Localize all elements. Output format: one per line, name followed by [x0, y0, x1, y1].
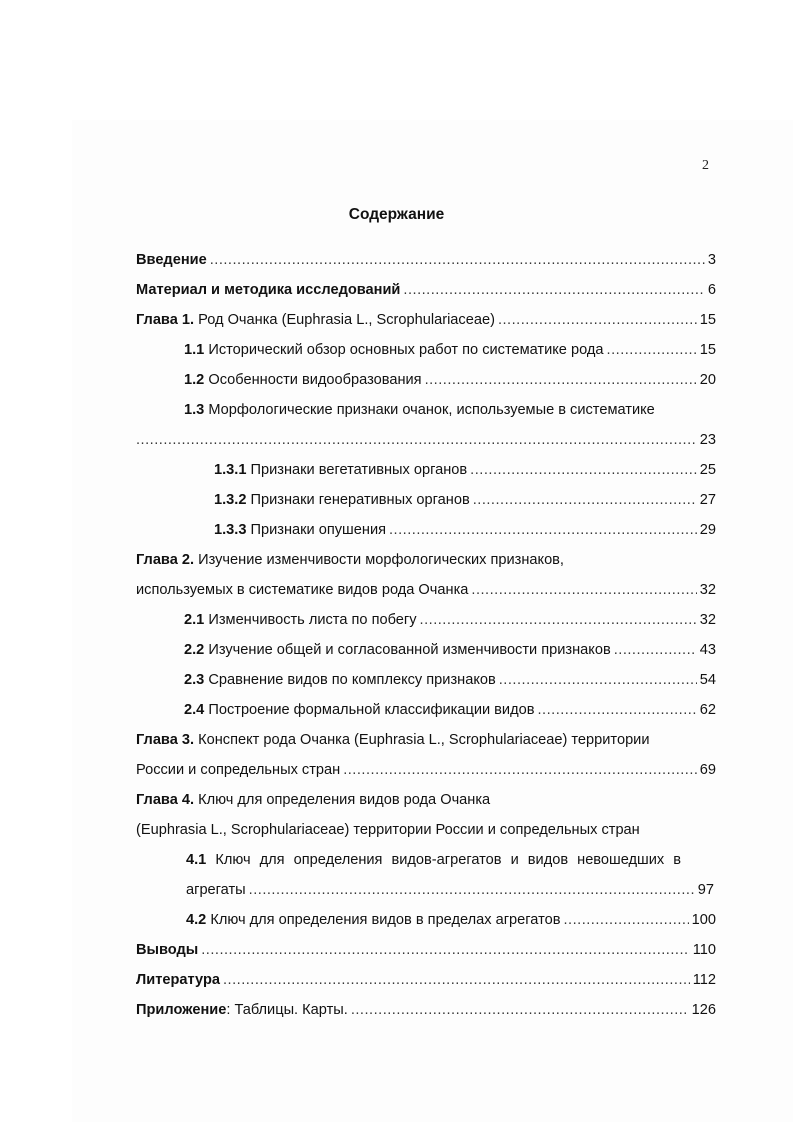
toc-entry-1-3 [136, 402, 716, 426]
toc-entry-literature [136, 972, 716, 996]
toc-entry-page: 6 [707, 282, 716, 298]
dot-leader [249, 882, 695, 898]
toc-entry-page: 23 [699, 432, 716, 448]
toc-entry-label: России и сопредельных стран [136, 762, 341, 778]
toc-entry-number: Глава 2. [136, 552, 195, 568]
toc-entry-page: 54 [699, 672, 716, 688]
dot-leader [470, 462, 697, 478]
toc-entry-number: 2.2 [184, 642, 205, 658]
toc-entry-label: используемых в систематике видов рода Очанка [136, 582, 469, 598]
toc-entry-appendix [136, 1002, 716, 1026]
toc-entry-page: 43 [699, 642, 716, 658]
toc-entry-label: Изучение общей и согласованной изменчивости признаков [204, 642, 611, 658]
toc-entry-page: 110 [692, 942, 716, 958]
toc-entry-conclusions [136, 942, 716, 966]
toc-entry-label: : Таблицы. Карты. [226, 1002, 348, 1018]
page-number: 2 [702, 158, 709, 173]
dot-leader [210, 252, 705, 268]
toc-entry-page: 20 [699, 372, 716, 388]
toc-entry-chapter-2 [136, 552, 716, 576]
toc-entry-introduction [136, 252, 716, 276]
toc-title: Содержание [348, 206, 445, 223]
toc-entry-label: Особенности видообразования [204, 372, 422, 388]
dot-leader [498, 312, 697, 328]
dot-leader [403, 282, 704, 298]
toc-entry-1-3-3 [136, 522, 716, 546]
toc-entry-label: агрегаты [186, 882, 246, 898]
toc-entry-label: (Euphrasia L., Scrophulariaceae) территории России и сопредельных стран [136, 822, 640, 838]
toc-entry-1-3-2 [136, 492, 716, 516]
toc-entry-number: 4.2 [186, 912, 207, 928]
toc-entry-label: Исторический обзор основных работ по систематике рода [204, 342, 604, 358]
toc-entry-label: Введение [136, 252, 207, 268]
dot-leader [201, 942, 690, 958]
toc-entry-number: 1.2 [184, 372, 205, 388]
toc-entry-number: 1.1 [184, 342, 205, 358]
toc-entry-page: 29 [699, 522, 716, 538]
dot-leader [351, 1002, 689, 1018]
toc-entry-number: Глава 3. [136, 732, 195, 748]
toc-entry-label: Выводы [136, 942, 199, 958]
toc-entry-number: 2.1 [184, 612, 205, 628]
toc-entry-4-1-continuation [136, 882, 716, 906]
toc-entry-page: 62 [699, 702, 716, 718]
toc-entry-number: 1.3.3 [214, 522, 247, 538]
toc-entry-chapter-4 [136, 792, 716, 816]
toc-entry-1-3-continuation [136, 432, 716, 456]
toc-entry-page: 126 [691, 1002, 716, 1018]
toc-entry-label: Признаки вегетативных органов [246, 462, 468, 478]
toc-entry-chapter-2-continuation [136, 582, 716, 606]
toc-entry-page: 27 [699, 492, 716, 508]
toc-entry-chapter-1 [136, 312, 716, 336]
toc-entry-page: 69 [699, 762, 716, 778]
toc-entry-number: Глава 1. [136, 312, 195, 328]
toc-entry-page: 15 [699, 312, 716, 328]
toc-entry-1-3-1 [136, 462, 716, 486]
toc-entry-label: Ключ для определения видов рода Очанка [194, 792, 491, 808]
toc-entry-page: 3 [707, 252, 716, 268]
toc-entry-2-1 [136, 612, 716, 636]
dot-leader [343, 762, 697, 778]
toc-entry-page: 100 [691, 912, 716, 928]
toc-entry-4-2 [136, 912, 716, 936]
toc-entry-page: 32 [699, 612, 716, 628]
toc-entry-label: Ключ для определения видов-агрегатов и видов невошедших в [206, 852, 681, 868]
dot-leader [499, 672, 697, 688]
dot-leader [420, 612, 697, 628]
toc-entry-number: Приложение [136, 1002, 227, 1018]
toc-entry-label: Литература [136, 972, 220, 988]
toc-entry-label: Изучение изменчивости морфологических признаков, [194, 552, 564, 568]
toc-entry-materials [136, 282, 716, 306]
toc-entry-1-1 [136, 342, 716, 366]
toc-entry-2-3 [136, 672, 716, 696]
toc-entry-chapter-4-continuation [136, 822, 716, 846]
dot-leader [471, 582, 696, 598]
dot-leader [473, 492, 697, 508]
toc-entry-label: Конспект рода Очанка (Euphrasia L., Scrophulariaceae) территории [194, 732, 650, 748]
toc-entry-label: Признаки генеративных органов [246, 492, 470, 508]
toc-entry-label: Построение формальной классификации видов [204, 702, 535, 718]
dot-leader [389, 522, 697, 538]
toc-entry-label: Ключ для определения видов в пределах агрегатов [206, 912, 561, 928]
toc-entry-page: 112 [692, 972, 716, 988]
dot-leader [607, 342, 697, 358]
toc-entry-label: Признаки опушения [246, 522, 386, 538]
toc-entry-page: 97 [697, 882, 714, 898]
toc-entry-label: Сравнение видов по комплексу признаков [204, 672, 496, 688]
dot-leader [223, 972, 690, 988]
toc-entry-1-2 [136, 372, 716, 396]
dot-leader [614, 642, 697, 658]
toc-entry-number: 2.3 [184, 672, 205, 688]
toc-entry-label: Род Очанка (Euphrasia L., Scrophulariaceae) [194, 312, 495, 328]
dot-leader [136, 432, 697, 448]
toc-entry-2-2 [136, 642, 716, 666]
toc-entry-number: 4.1 [186, 852, 207, 868]
toc-entry-label: Изменчивость листа по побегу [204, 612, 417, 628]
toc-entry-label: Материал и методика исследований [136, 282, 401, 298]
toc-entry-4-1 [136, 852, 716, 876]
toc-entry-chapter-3-continuation [136, 762, 716, 786]
toc-entry-number: Глава 4. [136, 792, 195, 808]
dot-leader [537, 702, 696, 718]
toc-entry-page: 15 [699, 342, 716, 358]
toc-entry-label: Морфологические признаки очанок, используемые в систематике [204, 402, 655, 418]
toc-entry-chapter-3 [136, 732, 716, 756]
toc-entry-number: 1.3.1 [214, 462, 247, 478]
toc-entry-number: 2.4 [184, 702, 205, 718]
dot-leader [563, 912, 688, 928]
toc-entry-page: 32 [699, 582, 716, 598]
dot-leader [425, 372, 697, 388]
toc-entry-2-4 [136, 702, 716, 726]
toc-entry-number: 1.3.2 [214, 492, 247, 508]
toc-entry-number: 1.3 [184, 402, 205, 418]
toc-entry-page: 25 [699, 462, 716, 478]
